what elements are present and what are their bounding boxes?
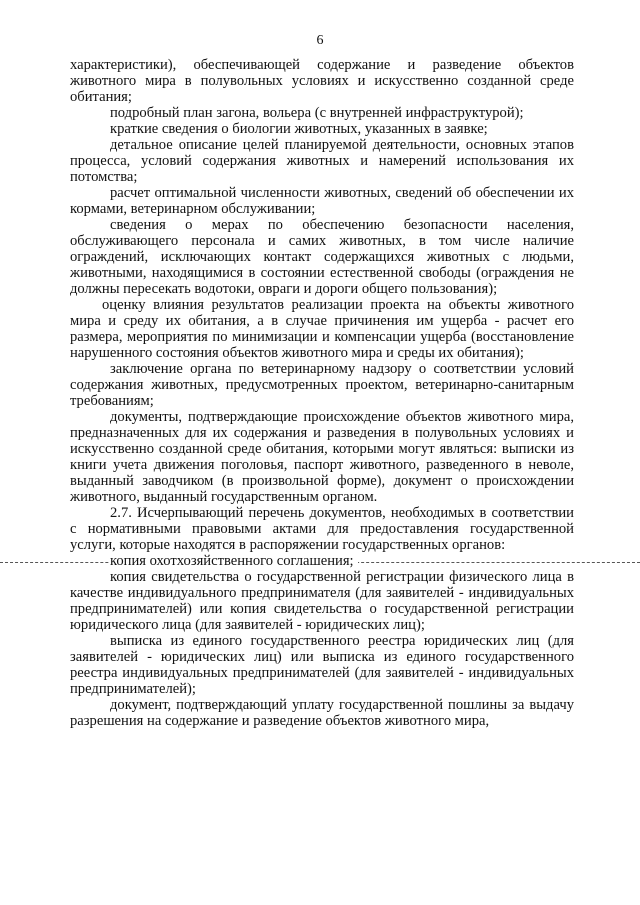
paragraph-hunting-agreement [70, 553, 574, 569]
paragraph-population-calc: расчет оптимальной численности животных, сведений об обеспечении их кормами, ветеринарном обслуживании; [70, 185, 574, 217]
paragraph-veterinary-conclusion: заключение органа по ветеринарному надзору о соответствии условий содержания животных, предусмотренных проектом, ветеринарно-санитарным требованиям; [70, 361, 574, 409]
document-body [70, 57, 574, 729]
paragraph-origin-documents: документы, подтверждающие происхождение объектов животного мира, предназначенных для их содержания и разведения в полувольных условиях и искусственно созданной среде обитания, которыми могут являться: выписки из книги учета движения поголовья, паспорт животного, разведенного в неволе, выданный заводчиком (в произвольной форме), документ о происхождении животного, выданный государственным органом. [70, 409, 574, 505]
paragraph-habitat-characteristics: характеристики), обеспечивающей содержание и разведение объектов животного мира в полувольных условиях и искусственно созданной среде обитания; [70, 57, 574, 105]
paragraph-safety-measures: сведения о мерах по обеспечению безопасности населения, обслуживающего персонала и самих животных, в том числе наличие ограждений, исключающих контакт содержащихся животных с людьми, животными, находящимися в состоянии естественной свободы (ограждения не должны пересекать водотоки, овраги и дороги общего пользования); [70, 217, 574, 297]
paragraph-registry-extract: выписка из единого государственного реестра юридических лиц (для заявителей - юридических лиц) или выписка из единого государственного реестра индивидуальных предпринимателей (для заявителей - индивидуальных предпринимателей); [70, 633, 574, 697]
hunting-agreement-text: копия охотхозяйственного соглашения; [110, 553, 358, 569]
paragraph-registration-certificate: копия свидетельства о государственной регистрации физического лица в качестве индивидуального предпринимателя (для заявителей - индивидуальных предпринимателей) или копия свидетельства о государственной регистрации юридического лица (для заявителей - юридических лиц); [70, 569, 574, 633]
section-2-7-heading: 2.7. Исчерпывающий перечень документов, необходимых в соответствии с нормативными правовыми актами для предоставления государственной услуги, которые находятся в распоряжении государственных органов: [70, 505, 574, 553]
paragraph-fee-payment: документ, подтверждающий уплату государственной пошлины за выдачу разрешения на содержание и разведение объектов животного мира, [70, 697, 574, 729]
paragraph-enclosure-plan: подробный план загона, вольера (с внутренней инфраструктурой); [110, 105, 524, 121]
page-number: 6 [316, 33, 324, 48]
paragraph-biology-info: краткие сведения о биологии животных, указанных в заявке; [110, 121, 488, 137]
paragraph-impact-assessment: оценку влияния результатов реализации проекта на объекты животного мира и среду их обитания, а в случае причинения им ущерба - расчет его размера, мероприятия по минимизации и компенсации ущерба (восстановление нарушенного состояния объектов животного мира и среды их обитания); [70, 297, 574, 361]
paragraph-activity-goals: детальное описание целей планируемой деятельности, основных этапов процесса, условий содержания животных и намерений использования их потомства; [70, 137, 574, 185]
